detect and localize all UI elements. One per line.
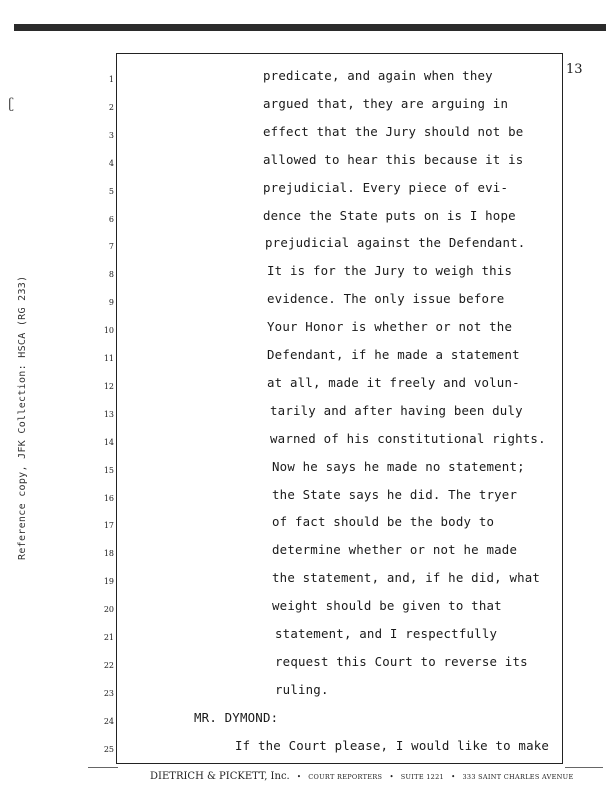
transcript-line: Defendant, if he made a statement: [267, 347, 520, 362]
footer-separator: •: [296, 773, 302, 781]
line-number: 2: [108, 102, 114, 112]
line-number: 5: [108, 186, 114, 196]
margin-mark: ʗ: [8, 96, 14, 112]
transcript-line: at all, made it freely and volun-: [267, 374, 520, 390]
line-number: 16: [103, 493, 114, 503]
line-number: 10: [103, 326, 114, 336]
transcript-line: weight should be given to that: [272, 598, 502, 614]
footer-address: 333 SAINT CHARLES AVENUE: [462, 773, 574, 781]
line-number: 6: [108, 214, 114, 224]
footer-suite: SUITE 1221: [400, 773, 444, 781]
transcript-line: Now he says he made no statement;: [272, 458, 525, 474]
transcript-line: It is for the Jury to weigh this: [267, 263, 513, 279]
line-number: 25: [103, 744, 114, 754]
line-number: 17: [103, 521, 114, 531]
transcript-line: prejudicial. Every piece of evi-: [263, 179, 509, 195]
line-number: 8: [108, 270, 114, 280]
line-number: 18: [103, 549, 114, 559]
line-number: 15: [103, 465, 114, 475]
transcript-line: If the Court please, I would like to make: [235, 737, 550, 753]
transcript-line: the statement, and, if he did, what: [272, 570, 541, 586]
line-number: 14: [103, 437, 114, 447]
transcript-line: request this Court to reverse its: [275, 653, 528, 669]
transcript-line: Your Honor is whether or not the: [267, 319, 513, 335]
archive-reference-note: Reference copy, JFK Collection: HSCA (RG 233): [17, 275, 28, 560]
footer-separator: •: [451, 773, 456, 781]
footer-separator: •: [389, 773, 394, 781]
transcript-line: allowed to hear this because it is: [263, 151, 524, 167]
line-number: 13: [103, 409, 114, 419]
transcript-line: evidence. The only issue before: [267, 291, 505, 307]
page-number: 13: [566, 62, 583, 77]
line-number: 9: [108, 298, 114, 308]
line-number: 12: [103, 381, 114, 391]
transcript-line: tarily and after having been duly: [270, 402, 523, 418]
transcript-line: argued that, they are arguing in: [263, 95, 509, 111]
transcript-line: of fact should be the body to: [272, 514, 495, 530]
transcript-line: the State says he did. The tryer: [272, 486, 518, 502]
footer-service: COURT REPORTERS: [308, 773, 383, 781]
line-number: 23: [103, 688, 114, 698]
transcript-line: dence the State puts on is I hope: [263, 207, 516, 223]
line-number: 4: [108, 158, 114, 168]
line-number: 3: [108, 130, 114, 140]
line-number: 7: [108, 242, 114, 252]
line-number: 24: [103, 716, 114, 726]
line-number: 11: [103, 354, 114, 363]
line-number: 20: [103, 605, 114, 615]
line-number: 1: [108, 75, 114, 84]
transcript-line: ruling.: [275, 681, 329, 697]
transcript-line: determine whether or not he made: [272, 542, 518, 558]
footer-dash-right: [565, 767, 603, 768]
transcript-line: predicate, and again when they: [263, 68, 493, 83]
footer: [150, 771, 574, 782]
transcript-line: warned of his constitutional rights.: [270, 430, 546, 446]
footer-firm: DIETRICH & PICKETT, Inc.: [150, 771, 290, 782]
line-number: 22: [103, 660, 114, 670]
line-number: 21: [103, 633, 114, 642]
transcript-line: MR. DYMOND:: [194, 709, 279, 725]
line-number: 19: [103, 577, 114, 587]
transcript-line: statement, and I respectfully: [275, 626, 498, 641]
footer-dash-left: [88, 767, 118, 768]
transcript-line: prejudicial against the Defendant.: [265, 235, 526, 251]
transcript-line: effect that the Jury should not be: [263, 123, 524, 139]
top-rule: [14, 24, 606, 31]
